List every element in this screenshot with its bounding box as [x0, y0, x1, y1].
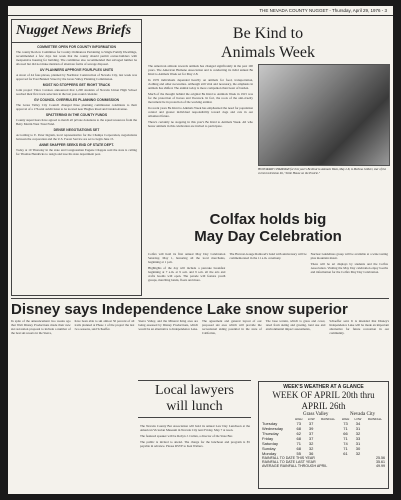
article-paragraph: In 1976 individuals depended heavily on animals for food, transportation, clothing and other necessities. Although still vital and necessary, the emphasis in animals has shifted. The animal today is more companion than beast of burden.: [148, 78, 253, 90]
brief-heading: MOST NO STOPPERS GET RIGHT TRACK: [42, 83, 111, 87]
weather-value: 71: [343, 426, 348, 431]
colfax-title-line1: Colfax holds big: [209, 211, 327, 228]
colfax-headline: [148, 211, 388, 245]
weather-value: 74: [343, 441, 348, 446]
page-header: THE NEVADA COUNTY NUGGET - Thursday, April 29, 1976 - 3: [8, 6, 393, 16]
weather-value: 36: [308, 451, 314, 456]
brief-heading: ANNE SHAFFER SEEKS END OF STATE DEPT.: [39, 143, 114, 147]
kind-article: [148, 64, 253, 130]
article-paragraph: Nuclear Guidelines group will be available at a wine tasting plus mountain music.: [310, 252, 388, 260]
weather-value: 55: [296, 451, 301, 456]
weather-box: [258, 381, 389, 489]
article-column: have been able to ski almost 50 percent of all trails planned at Phase 1 of the project the last two seasons, said Schaeffer.: [74, 319, 135, 331]
weather-day: Friday: [262, 436, 274, 441]
weather-value: 61: [343, 451, 348, 456]
brief-item: [12, 128, 141, 141]
brief-item: [12, 83, 141, 96]
weather-value: 32: [308, 441, 314, 446]
brief-item: [12, 98, 141, 111]
weather-value: 73: [343, 421, 348, 426]
weather-subtitle: WEEK OF APRIL 20th thru APRIL 26th: [272, 390, 375, 411]
weather-day: Thursday: [262, 431, 279, 436]
weather-value: 39: [308, 426, 314, 431]
article-paragraph: There's certainly no stopping in this year's Be Kind to Animals Week. All who honor animals in this celebration are invited to participate.: [148, 120, 253, 128]
weather-value: 33: [355, 436, 361, 441]
article-column: In spite of the announcement two weeks ago that Walt Disney Productions made their new ski recreation proposal to include a number of the best ski resorts in the Sierra,: [11, 319, 71, 335]
total-row: [262, 464, 385, 468]
article-column: Sierra Valley, and the Mineral King area are being assessed by Disney Productions, which would be an alternative to Independence Lake.: [138, 319, 199, 331]
weather-value: 37: [308, 436, 314, 441]
weather-day: Tuesday: [262, 421, 278, 426]
honorary-chairman-photo: [258, 64, 390, 166]
article-column: Schaeffer said. It is intended that Disney's Independence Lake will be made an important alternative for future recreation in our community.: [329, 319, 390, 335]
article-column: The base terrain, which is grass and cover, rated from skiing and grazing, land use and environmental impact assessments,: [265, 319, 326, 331]
article-paragraph: Highlights of the day will include a pancake breakfast beginning at 7 a.m. at 9 a.m. and 9 a.m. all the arts and crafts booths will open. The parade will feature youth groups, marching bands, floats and more.: [148, 266, 226, 282]
article-paragraph: The Nevada County Bar Association will hold its annual Law Day Luncheon at the American Victorian Museum in Nevada City next Friday, May 7 at noon.: [140, 424, 250, 432]
colfax-title-line2: May Day Celebration: [194, 228, 342, 245]
total-value: 35.61: [376, 460, 385, 464]
article-column: The agreement and general layout of our proposed ski area which will provide the recreational skiing potential in the state of California,: [202, 319, 262, 335]
col-header: LOW: [354, 417, 362, 421]
weather-day: Sunday: [262, 446, 276, 451]
col-header: RAINFALL: [321, 417, 336, 421]
article-paragraph: The Harvest-Gauge Railroad's band with anniversary will be commemorated in the 11 a.m. ceremony.: [229, 252, 307, 260]
article-paragraph: The American attitude towards animals has changed significantly in the past 100 years. The American Humane Association and is conducting its 62nd annual Be Kind to Animals Week set for May 2-8.: [148, 64, 253, 76]
article-paragraph: The public is invited to attend. The charge for the luncheon and program is $5 payable in advance. Please RSVP to Ken Walters.: [140, 440, 250, 448]
brief-heading: DENSE NEGOTIATIONS SET: [53, 128, 100, 132]
brief-body: The county Review Committee for County Ordinances Pertaining to Single Family Dwellings, recommended a few days last week that the county should permit owner-builders with inexpensive housing for building. The committee also recommended that salvaged lumber be allowed but did not make mention of alternate forms of sewage disposal.: [16, 50, 137, 66]
weather-value: 32: [355, 431, 361, 436]
kind-headline: [148, 18, 388, 62]
article-paragraph: Colfax will hold its first annual May Day Celebration Saturday, May 1, honoring all the local merchants, beginning at 1 p.m.: [148, 252, 226, 264]
brief-item: [12, 143, 141, 156]
col-header: LOW: [307, 417, 315, 421]
local-title-line1: Local lawyers: [155, 383, 234, 398]
total-label: RAINFALL TO DATE THIS YEAR: [262, 456, 315, 460]
brief-body: According to E. Peter Ingram, local representative for the Champs Corporation, negotiations between the corporation and the U.S. Forest Service are set to begin June 15.: [16, 133, 137, 141]
weather-value: 31: [355, 426, 361, 431]
weather-day: Wednesday: [262, 426, 284, 431]
article-paragraph: Much of the thought behind the original Be Kind to Animals Week in 1915 was for the protection of horses and livestock. In fact, the roots of the anti-cruelty movement lie in protection of the working animal.: [148, 92, 253, 104]
brief-body: The Grass Valley City Council changed three planning commission conditions to their approval of a 176-unit subdivision to be located near Hughes Road and Linden Avenue.: [16, 103, 137, 111]
brief-item: [12, 68, 141, 81]
col-header: RAINFALL: [367, 417, 383, 421]
local-lawyers-headline: [138, 380, 251, 418]
weather-value: 71: [296, 441, 301, 446]
colfax-article: [148, 252, 388, 284]
local-lawyers-article: [140, 424, 250, 450]
weather-value: 71: [343, 436, 348, 441]
total-value: 25.56: [376, 456, 385, 460]
brief-body: County supervisors have agreed to match all private donations to the squad resources from the Betty Martin West Trust Fund.: [16, 118, 137, 126]
article-paragraph: The featured speaker will be Robyn J. Cullen, a director of the State Bar.: [140, 434, 233, 438]
total-label: RAINFALL TO DATE LAST YEAR: [262, 460, 316, 464]
brief-heading: COMMITTEE OPEN FOR COUNTY INFORMATION: [37, 45, 116, 49]
col-header: HIGH: [294, 417, 303, 421]
weather-table: [261, 412, 386, 456]
weather-value: 66: [343, 431, 348, 436]
weather-value: 37: [308, 421, 314, 426]
brief-item: [12, 113, 141, 126]
brief-body: Joint project Vince Cardozo announced that 1,200 students of Nevada Union High School reached their first track selection in the last year-round calendar.: [16, 88, 137, 96]
weather-day: Monday: [262, 451, 277, 456]
disney-headline: Disney says Independence Lake snow superior: [11, 298, 389, 318]
weather-value: 73: [296, 421, 301, 426]
weather-title: WEEK'S WEATHER AT A GLANCE: [283, 384, 364, 390]
weather-value: 32: [308, 446, 314, 451]
news-briefs-box: [11, 19, 142, 296]
article-paragraph: In recent years Be Kind to Animals Week has emphasized the need for population control and greater individual responsibility toward dogs and cats in our urbanized future.: [148, 106, 253, 118]
disney-article: [11, 319, 389, 335]
weather-value: 68: [296, 446, 301, 451]
kind-title-line2: Animals Week: [221, 44, 315, 61]
local-title-line2: will lunch: [166, 399, 223, 414]
total-value: 49.99: [376, 464, 385, 468]
weather-value: 32: [355, 451, 361, 456]
city-grass-valley: Grass Valley: [303, 412, 329, 417]
weather-value: 30: [355, 446, 361, 451]
weather-value: 62: [296, 431, 301, 436]
weather-value: 31: [355, 441, 361, 446]
brief-item: [12, 45, 141, 66]
weather-totals: [259, 456, 388, 468]
total-label: AVERAGE RAINFALL THROUGH APRIL: [262, 464, 328, 468]
brief-heading: SPATTERING IN THE COUNTY FUNDS: [45, 113, 108, 117]
brief-body: Today at 10 Thursday in the state and Congressman Eugene Chappie said the state is calling for Thomas Hendricks to resign and lose his state department post.: [16, 148, 137, 156]
newspaper-page: [8, 6, 393, 494]
weather-value: 68: [296, 436, 301, 441]
col-header: HIGH: [341, 417, 350, 421]
weather-value: 68: [296, 426, 301, 431]
weather-value: 34: [355, 421, 361, 426]
weather-day: Saturday: [262, 441, 279, 446]
briefs-title: Nugget News Briefs: [12, 20, 141, 43]
photo-caption: HONORARY CHAIRMAN for this year's Be Kind to Animals Week, May 2-8, is Melissa Gilbert, star of the current television hit, "Little House on the Prairie.": [258, 167, 387, 175]
weather-value: 71: [343, 446, 348, 451]
weather-value: 37: [308, 431, 314, 436]
brief-heading: UV PLANNERS APPROVE FOUR-PLEX UNITS: [39, 68, 114, 72]
brief-body: A street of 44 four-plexes, planned by Northstar Construction of Nevada City, last week was approved for East Bennett Street by the Grass Valley Planning Commission.: [16, 73, 137, 81]
kind-title-line1: Be Kind to: [232, 25, 304, 42]
city-nevada-city: Nevada City: [349, 412, 376, 417]
article-paragraph: There will be art displays by students and the Colfax Association. Visiting the May Day celebration enjoy booths and information for the Colfax May Day Celebration.: [310, 262, 388, 274]
brief-heading: GV COUNCIL OVERRULES PLANNING COMMISSION: [33, 98, 120, 102]
